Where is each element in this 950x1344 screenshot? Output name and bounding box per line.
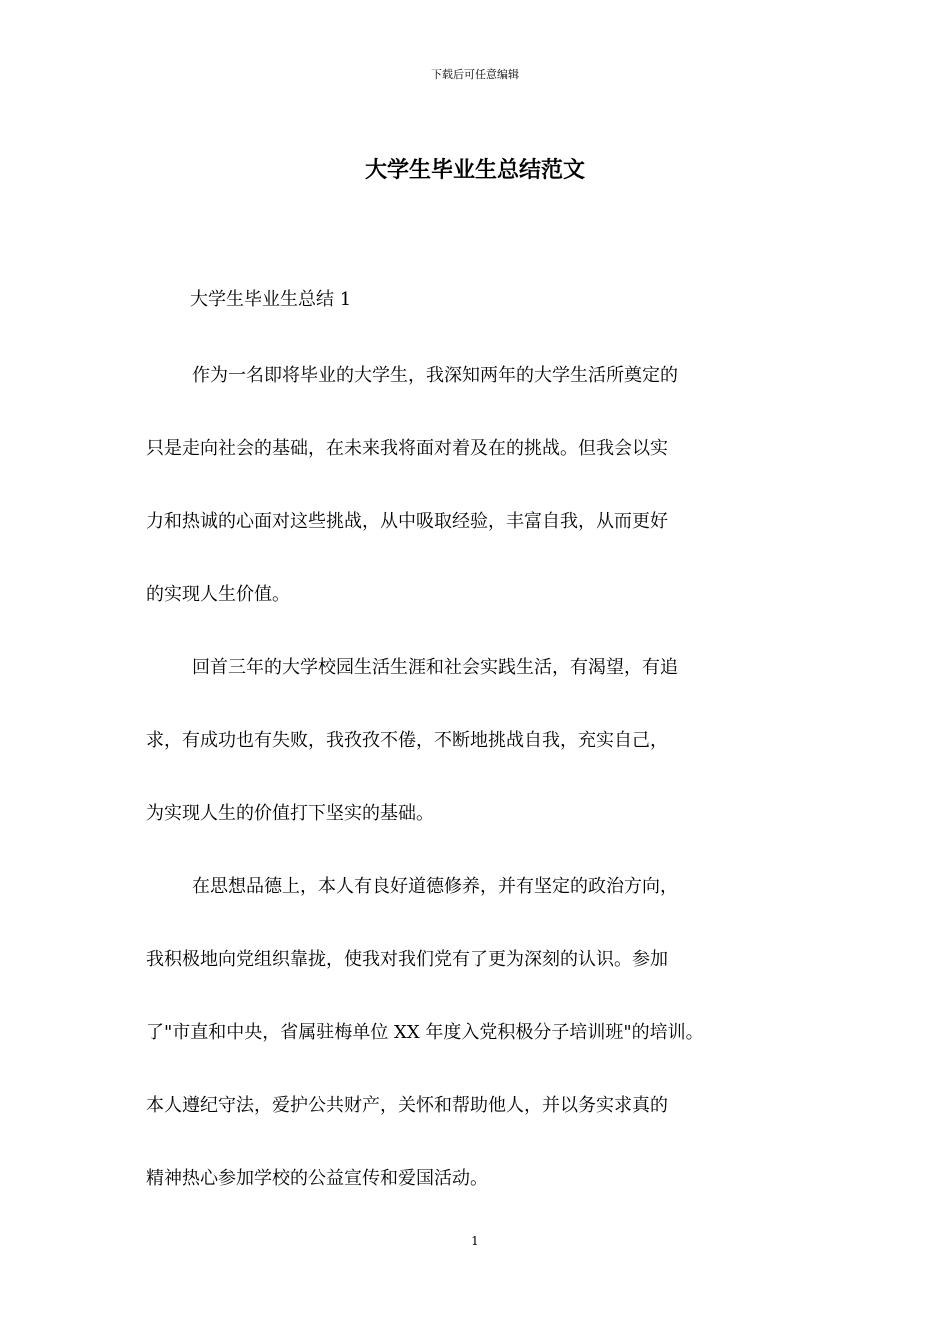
text-line: 的实现人生价值。 xyxy=(146,584,290,605)
text-line: 只是走向社会的基础，在未来我将面对着及在的挑战。但我会以实 xyxy=(146,438,668,459)
text-line: 我积极地向党组织靠拢，使我对我们党有了更为深刻的认识。参加 xyxy=(146,949,668,970)
page-number: 1 xyxy=(471,1234,479,1248)
text-line: 本人遵纪守法，爱护公共财产，关怀和帮助他人，并以务实求真的 xyxy=(146,1095,668,1116)
text-line: 了"市直和中央，省属驻梅单位 XX 年度入党积极分子培训班"的培训。 xyxy=(146,1022,704,1043)
section-heading: 大学生毕业生总结 1 xyxy=(190,289,352,310)
text-line: 求，有成功也有失败，我孜孜不倦，不断地挑战自我，充实自己， xyxy=(146,730,668,751)
text-line: 为实现人生的价值打下坚实的基础。 xyxy=(146,803,434,824)
document-title: 大学生毕业生总结范文 xyxy=(364,157,585,183)
paragraph xyxy=(146,358,814,613)
text-line: 力和热诚的心面对这些挑战，从中吸取经验，丰富自我，从而更好 xyxy=(146,511,668,532)
text-line: 作为一名即将毕业的大学生，我深知两年的大学生活所奠定的 xyxy=(192,365,678,386)
paragraph xyxy=(146,650,814,832)
header-note: 下载后可任意编辑 xyxy=(431,68,519,81)
document-body xyxy=(146,358,814,1197)
text-line: 回首三年的大学校园生活生涯和社会实践生活，有渴望，有追 xyxy=(192,657,678,678)
paragraph xyxy=(146,869,814,1197)
text-line: 在思想品德上，本人有良好道德修养，并有坚定的政治方向， xyxy=(192,876,678,897)
text-line: 精神热心参加学校的公益宣传和爱国活动。 xyxy=(146,1168,488,1189)
